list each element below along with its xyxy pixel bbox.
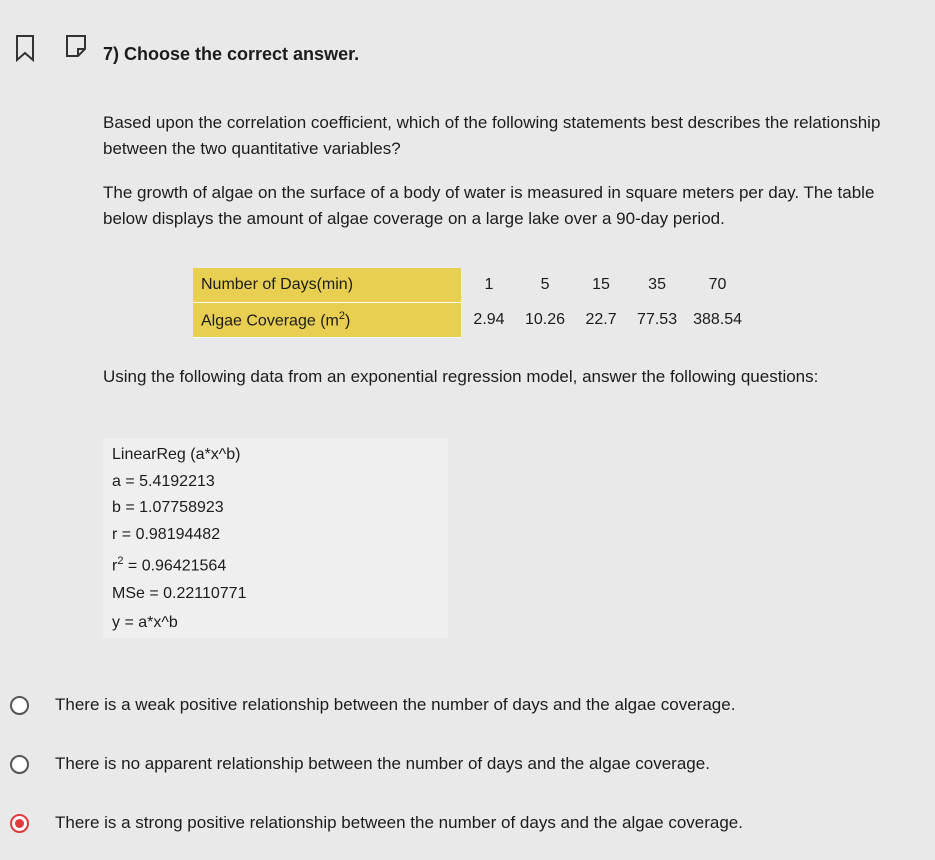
regression-r2: $r^2 = 0.96421564$ [112, 555, 227, 575]
bookmark-icon[interactable] [14, 34, 36, 62]
table-cell: 2.94 [473, 311, 505, 328]
table-cell: 388.54 [693, 311, 743, 328]
regression-r: r = 0.98194482 [112, 526, 221, 543]
table-cell: 10.26 [525, 311, 566, 328]
radio-button[interactable] [10, 755, 29, 774]
table-cell: 77.53 [637, 311, 678, 328]
coverage-label: Algae Coverage $(m^2)$ [193, 303, 461, 338]
radio-button[interactable] [10, 696, 29, 715]
answer-option-1[interactable] [0, 688, 935, 724]
note-icon[interactable] [64, 34, 88, 58]
answer-label: There is a strong positive relationship between the number of days and the algae coverage. [55, 813, 743, 832]
answer-label: There is a weak positive relationship between the number of days and the algae coverage. [55, 695, 736, 714]
regression-mse: MSe = 0.22110771 [112, 585, 247, 602]
answer-label: There is no apparent relationship between the number of days and the algae coverage. [55, 754, 710, 773]
days-label: Number of Days(min) [193, 268, 461, 303]
question-prompt: Based upon the correlation coefficient, which of the following statements best describes the relationship between the two quantitative variables? [103, 113, 881, 158]
table-row-days [193, 268, 750, 303]
regression-equation: y = a*x^b [112, 614, 178, 631]
table-cell: 15 [592, 276, 610, 294]
question-title: 7) Choose the correct answer. [103, 44, 360, 64]
question-context: The growth of algae on the surface of a body of water is measured in square meters per day. The table below displays the amount of algae coverage on a large lake over a 90-day period. [103, 183, 875, 228]
regression-title: LinearReg (a*x^b) [112, 446, 241, 463]
answer-option-3[interactable] [0, 806, 935, 842]
regression-a: a = 5.4192213 [112, 473, 215, 490]
data-table [193, 268, 750, 338]
table-cell: 70 [708, 276, 727, 294]
table-cell: 1 [484, 276, 494, 294]
answer-option-2[interactable] [0, 747, 935, 783]
question-instruction: Using the following data from an exponential regression model, answer the following questions: [103, 367, 819, 386]
regression-b: b = 1.07758923 [112, 499, 224, 516]
radio-button-selected[interactable] [10, 814, 29, 833]
table-cell: 5 [540, 276, 550, 294]
table-cell: 22.7 [585, 311, 617, 328]
table-row-coverage [193, 303, 750, 338]
table-cell: 35 [648, 276, 666, 294]
